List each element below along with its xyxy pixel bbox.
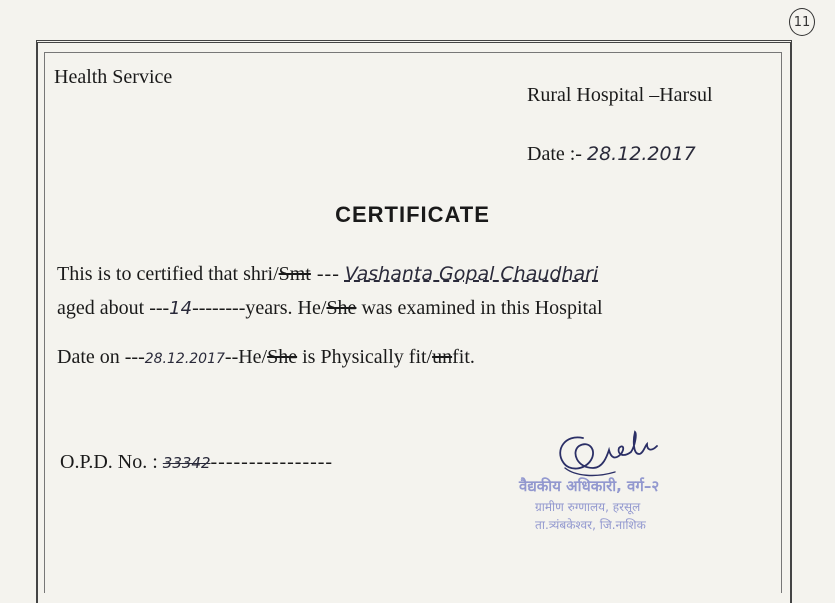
patient-name: Vashanta Gopal Chaudhari — [344, 263, 599, 285]
exam-date: 28.12.2017 — [144, 351, 225, 367]
opd-number-value: 33342 — [162, 454, 211, 472]
opd-number: O.P.D. No. : 33342---------------- — [60, 451, 334, 473]
date-value: 28.12.2017 — [586, 143, 696, 165]
page-number: 11 — [789, 8, 815, 36]
official-stamp: वैद्यकीय अधिकारी, वर्ग–२ ग्रामीण रुग्णालय, हरसूल ता.त्र्यंबकेश्वर, जि.नाशिक — [519, 477, 660, 532]
body-line-1: This is to certified that shri/Smt --- Vashanta Gopal Chaudhari — [57, 263, 599, 285]
hospital-name: Rural Hospital –Harsul — [527, 84, 713, 106]
certificate-date: Date :- 28.12.2017 — [527, 143, 696, 165]
department-name: Health Service — [54, 66, 173, 88]
body-line-3: Date on ---28.12.2017--He/She is Physically fit/unfit. — [57, 346, 475, 368]
certificate-title: CERTIFICATE — [335, 202, 490, 227]
patient-age: 14 — [169, 298, 193, 319]
body-line-2: aged about ---14--------years. He/She was examined in this Hospital — [57, 297, 603, 319]
